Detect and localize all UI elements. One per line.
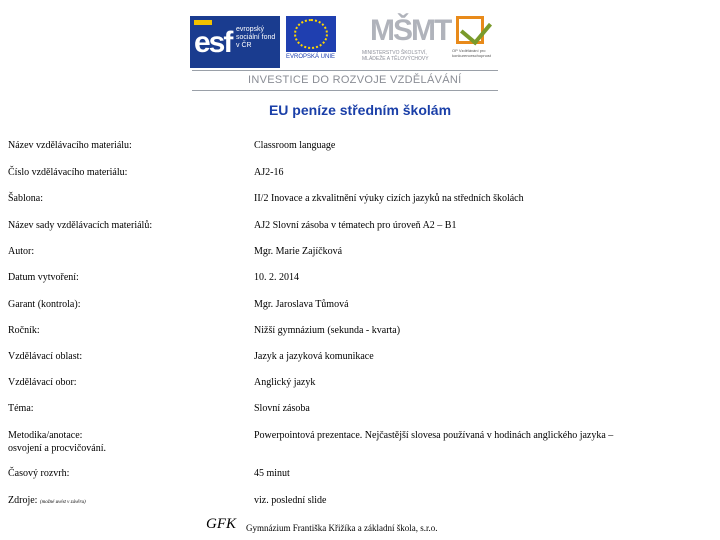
page-title: EU peníze středním školám <box>268 102 452 118</box>
row-label: Vzdělávací obor: <box>8 377 77 388</box>
row-label: Číslo vzdělávacího materiálu: <box>8 167 128 178</box>
msmt-logo <box>362 14 451 70</box>
row-value: AJ2 Slovní zásoba v tématech pro úroveň A2 – B1 <box>254 220 457 231</box>
row-label-text: Zdroje: <box>8 495 38 506</box>
esf-logo-text: evropský sociální fond v ČR <box>236 26 276 49</box>
header-divider-bottom <box>192 90 498 91</box>
row-value: 10. 2. 2014 <box>254 272 299 283</box>
row-value: Anglický jazyk <box>254 377 316 388</box>
row-label: Téma: <box>8 403 34 414</box>
row-value: Mgr. Jaroslava Tůmová <box>254 299 349 310</box>
row-label: Vzdělávací oblast: <box>8 351 83 362</box>
row-value: viz. poslední slide <box>254 495 327 506</box>
esf-logo <box>190 16 280 68</box>
school-name: Gymnázium Františka Křižíka a základní škola, s.r.o. <box>246 523 438 533</box>
row-label: Název vzdělávacího materiálu: <box>8 140 132 151</box>
msmt-logo-word: MŠMT <box>370 14 451 47</box>
row-label: Název sady vzdělávacích materiálů: <box>8 220 153 231</box>
row-value: II/2 Inovace a zkvalitnění výuky cizích jazyků na středních školách <box>254 193 524 204</box>
row-label: Autor: <box>8 246 35 257</box>
row-label: Garant (kontrola): <box>8 299 81 310</box>
row-value: Mgr. Marie Zajíčková <box>254 246 343 257</box>
row-value: Classroom language <box>254 140 336 151</box>
row-label: Šablona: <box>8 193 43 204</box>
row-label: Datum vytvoření: <box>8 272 79 283</box>
row-label: Časový rozvrh: <box>8 468 70 479</box>
row-value: Nižší gymnázium (sekunda - kvarta) <box>254 325 401 336</box>
eu-stars-icon <box>294 19 328 49</box>
op-logo <box>452 16 498 66</box>
header-divider-top <box>192 70 498 71</box>
row-value: AJ2-16 <box>254 167 284 178</box>
esf-logo-word: esf <box>194 26 232 59</box>
row-value: Powerpointová prezentace. Nejčastější slovesa používaná v hodinách anglického jazyka – <box>254 430 614 441</box>
row-value: Jazyk a jazyková komunikace <box>254 351 374 362</box>
row-value: Slovní zásoba <box>254 403 310 414</box>
row-label: Metodika/anotace: <box>8 430 83 441</box>
row-label <box>8 495 86 506</box>
row-label-continuation: osvojení a procvičování. <box>8 443 107 454</box>
row-value: 45 minut <box>254 468 290 479</box>
school-logo: GFK <box>206 516 236 532</box>
eu-flag-icon <box>286 16 336 52</box>
msmt-logo-text: MINISTERSTVO ŠKOLSTVÍ, MLÁDEŽE A TĚLOVÝCHOVY <box>362 50 429 62</box>
logo-bar <box>190 12 500 72</box>
esf-bar-icon <box>194 20 212 25</box>
op-logo-text: OP Vzdělávání pro konkurenceschopnost <box>452 48 491 58</box>
investice-banner: INVESTICE DO ROZVOJE VZDĚLÁVÁNÍ <box>248 74 462 86</box>
row-label-note: (možné uvést v závěru) <box>39 500 86 505</box>
eu-logo-text: EVROPSKÁ UNIE <box>286 54 336 60</box>
row-label: Ročník: <box>8 325 40 336</box>
